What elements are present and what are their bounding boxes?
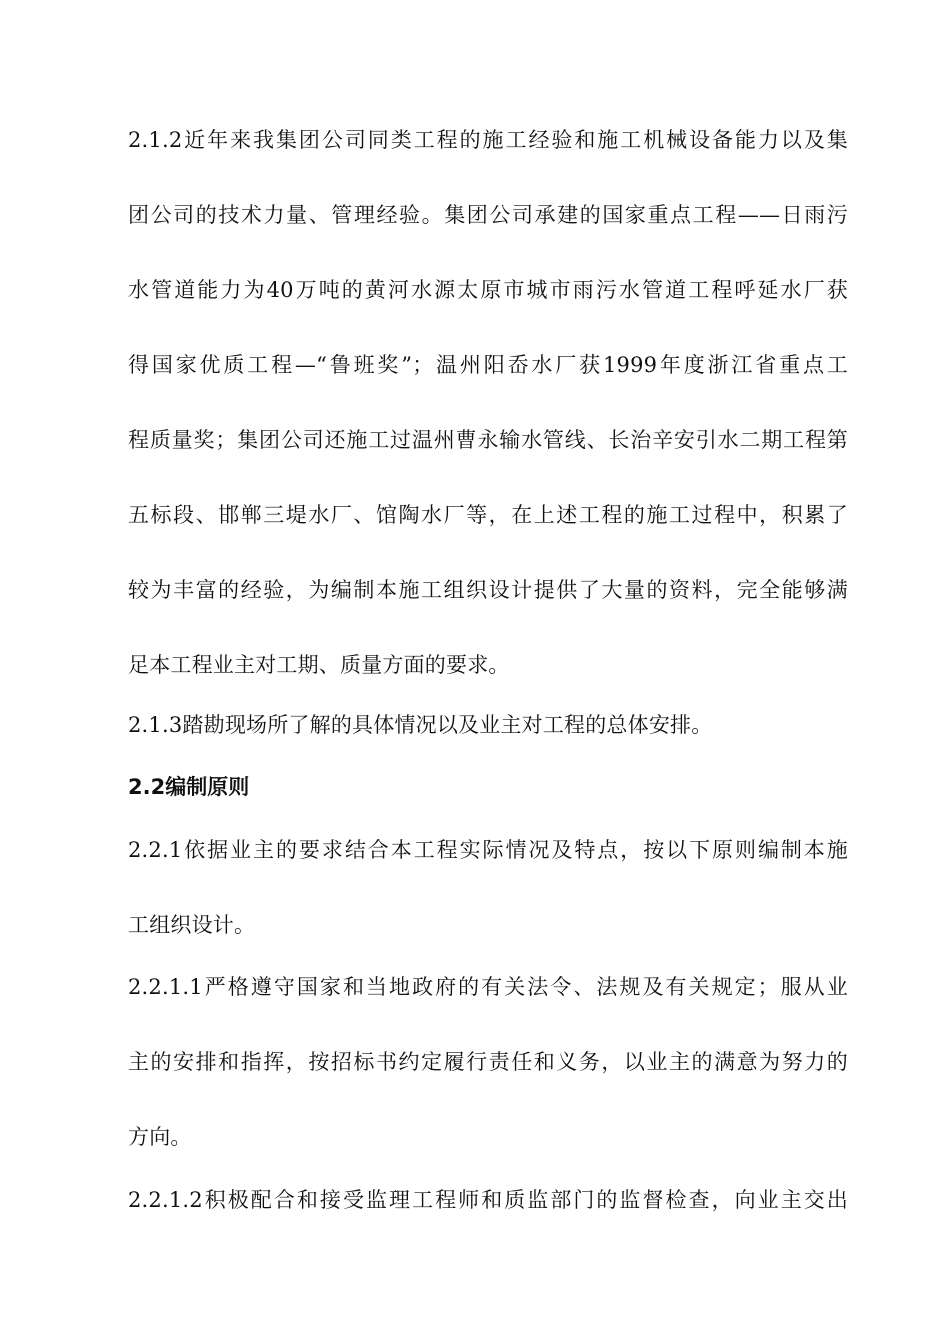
para-2-1-2-line-3: 水管道能力为40万吨的黄河水源太原市城市雨污水管道工程呼延水厂获 bbox=[128, 278, 848, 302]
para-2-2-1-2-line-1: 2.2.1.2积极配合和接受监理工程师和质监部门的监督检查，向业主交出 bbox=[128, 1188, 848, 1212]
para-2-2-1-line-2: 工组织设计。 bbox=[128, 913, 256, 937]
para-2-2-1-1-line-2: 主的安排和指挥，按招标书约定履行责任和义务，以业主的满意为努力的 bbox=[128, 1050, 848, 1074]
para-2-2-1-line-1: 2.2.1依据业主的要求结合本工程实际情况及特点，按以下原则编制本施 bbox=[128, 838, 848, 862]
para-2-2-1-1-line-3: 方向。 bbox=[128, 1125, 192, 1149]
para-2-1-2-line-7: 较为丰富的经验，为编制本施工组织设计提供了大量的资料，完全能够满 bbox=[128, 578, 848, 602]
para-2-1-3: 2.1.3踏勘现场所了解的具体情况以及业主对工程的总体安排。 bbox=[128, 713, 713, 737]
para-2-1-2-line-6: 五标段、邯郸三堤水厂、馆陶水厂等，在上述工程的施工过程中，积累了 bbox=[128, 503, 848, 527]
para-2-2-1-1-line-1: 2.2.1.1严格遵守国家和当地政府的有关法令、法规及有关规定；服从业 bbox=[128, 975, 848, 999]
section-heading-2-2: 2.2编制原则 bbox=[128, 775, 250, 799]
para-2-1-2-line-4: 得国家优质工程—“鲁班奖”；温州阳岙水厂获1999年度浙江省重点工 bbox=[128, 353, 848, 377]
para-2-1-2-line-8: 足本工程业主对工期、质量方面的要求。 bbox=[128, 653, 510, 677]
para-2-1-2-line-1: 2.1.2近年来我集团公司同类工程的施工经验和施工机械设备能力以及集 bbox=[128, 128, 848, 152]
para-2-1-2-line-2: 团公司的技术力量、管理经验。集团公司承建的国家重点工程——日雨污 bbox=[128, 203, 848, 227]
para-2-1-2-line-5: 程质量奖；集团公司还施工过温州曹永输水管线、长治辛安引水二期工程第 bbox=[128, 428, 848, 452]
